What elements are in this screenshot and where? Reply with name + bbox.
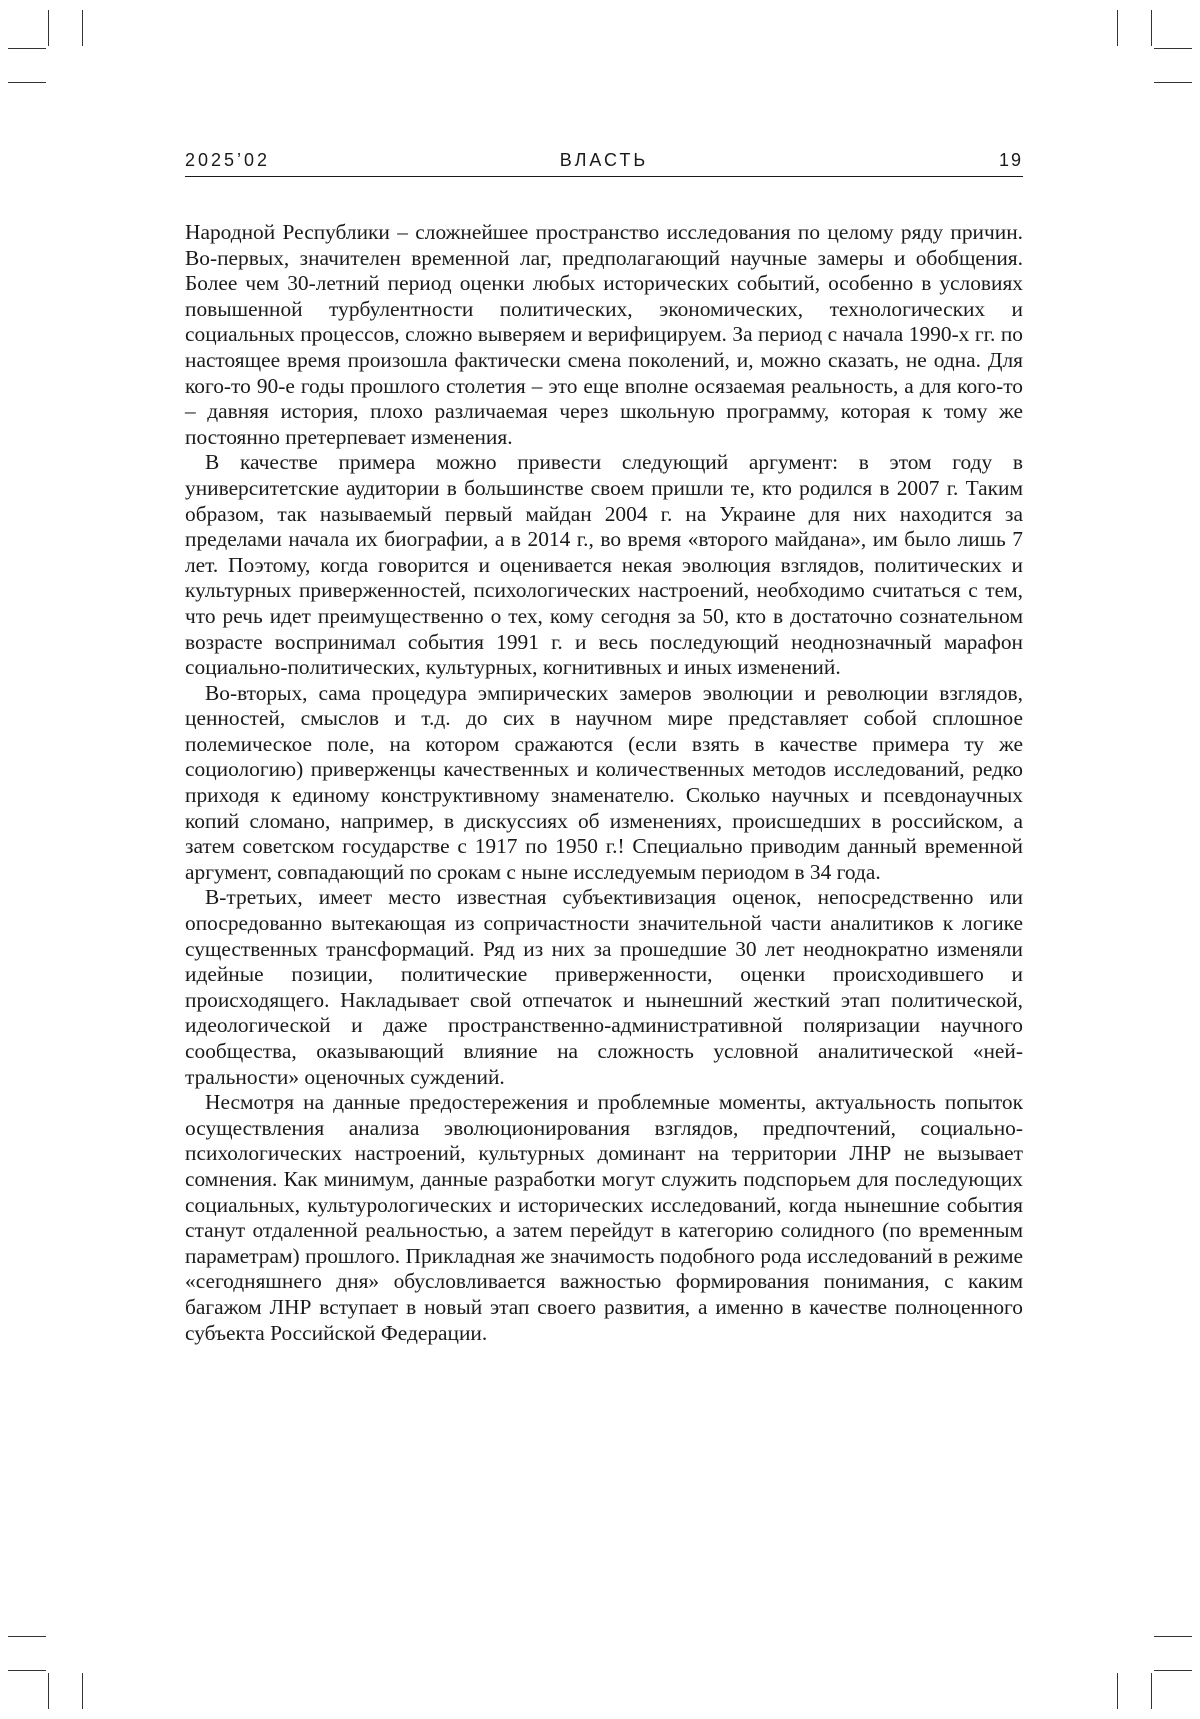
crop-mark bbox=[48, 1673, 49, 1709]
crop-mark bbox=[8, 82, 46, 83]
crop-mark bbox=[8, 48, 46, 49]
crop-mark bbox=[82, 1673, 83, 1709]
crop-mark bbox=[1154, 1636, 1192, 1637]
paragraph: В качестве примера можно привести следующий аргумент: в этом году в университетские аудитории в большинстве своем пришли те, кто родился в 2007 г. Таким образом, так называемый первый майдан 2004 г. на Украине для них находится за пределами начала их биографии, а в 2014 г., во время «вто­рого майдана», им было лишь 7 лет. Поэтому, когда говорится и оценивается некая эволюция взглядов, политических и культурных приверженностей, психологических настроений, необходимо считаться с тем, что речь идет преимущественно о тех, кому сегодня за 50, кто в достаточно сознательном возрасте воспринимал события 1991 г. и весь последующий неоднозначный марафон социально-политических, культурных, когнитивных и иных изме­нений. bbox=[185, 450, 1023, 680]
crop-mark bbox=[8, 1636, 46, 1637]
paragraph: Несмотря на данные предостережения и проблемные моменты, актуаль­ность попыток осуществления анализа эволюционирования взглядов, пред­почтений, социально-психологических настроений, культурных доминант на территории ЛНР не вызывает сомнения. Как минимум, данные разра­ботки могут служить подспорьем для последующих социальных, культуро­логических и исторических исследований, когда нынешние события станут отдаленной реальностью, а затем перейдут в категорию солидного (по вре­менным параметрам) прошлого. Прикладная же значимость подобного рода исследований в режиме «сегодняшнего дня» обусловливается важностью формирования понимания, с каким багажом ЛНР вступает в новый этап своего развития, а именно в качестве полноценного субъекта Российской Федерации. bbox=[185, 1090, 1023, 1346]
article-body bbox=[185, 220, 1023, 1346]
crop-mark bbox=[8, 1670, 46, 1671]
crop-mark bbox=[1154, 48, 1192, 49]
crop-mark bbox=[1154, 82, 1192, 83]
page-number: 19 bbox=[999, 150, 1023, 170]
issue-number: 2025’02 bbox=[185, 150, 270, 170]
crop-mark bbox=[1151, 1673, 1152, 1709]
paragraph: Во-вторых, сама процедура эмпирических замеров эволюции и революции взглядов, ценностей, смыслов и т.д. до сих в научном мире представляет собой сплошное полемическое поле, на котором сражаются (если взять в качестве примера ту же социологию) приверженцы качественных и количественных методов исследований, редко приходя к единому конструктивному знамена­телю. Сколько научных и псевдонаучных копий сломано, например, в дис­куссиях об изменениях, происшедших в российском, а затем советском госу­дарстве с 1917 по 1950 г.! Специально приводим данный временной аргумент, совпадающий по срокам с ныне исследуемым периодом в 34 года. bbox=[185, 681, 1023, 886]
crop-mark bbox=[1117, 10, 1118, 46]
crop-mark bbox=[1154, 1670, 1192, 1671]
journal-title: ВЛАСТЬ bbox=[185, 150, 1023, 170]
crop-mark bbox=[82, 10, 83, 46]
crop-mark bbox=[48, 10, 49, 46]
crop-mark bbox=[1117, 1673, 1118, 1709]
paragraph: В-третьих, имеет место известная субъективизация оценок, непосред­ственно или опосредованно вытекающая из сопричастности значительной части аналитиков к логике существенных трансформаций. Ряд из них за про­шедшие 30 лет неоднократно изменяли идейные позиции, политические приверженности, оценки происходившего и происходящего. Накладывает свой отпечаток и нынешний жесткий этап политической, идеологической и даже пространственно-административной поляризации научного сообще­ства, оказывающий влияние на сложность условной аналитической «ней­тральности» оценочных суждений. bbox=[185, 885, 1023, 1090]
crop-mark bbox=[1151, 10, 1152, 46]
paragraph: Народной Республики – сложнейшее пространство исследования по целому ряду причин. Во-первых, значителен временной лаг, предполагающий научные замеры и обобщения. Более чем 30-летний период оценки любых исторических событий, особенно в условиях повышенной турбулентности политических, экономических, технологических и социальных процессов, сложно выверяем и верифицируем. За период с начала 1990-х гг. по настоящее время произошла фактически смена поколений, и, можно сказать, не одна. Для кого-то 90-е годы прошлого столетия – это еще вполне осязаемая реаль­ность, а для кого-то – давняя история, плохо различаемая через школьную программу, которая к тому же постоянно претерпевает изменения. bbox=[185, 220, 1023, 450]
running-head bbox=[185, 150, 1023, 177]
